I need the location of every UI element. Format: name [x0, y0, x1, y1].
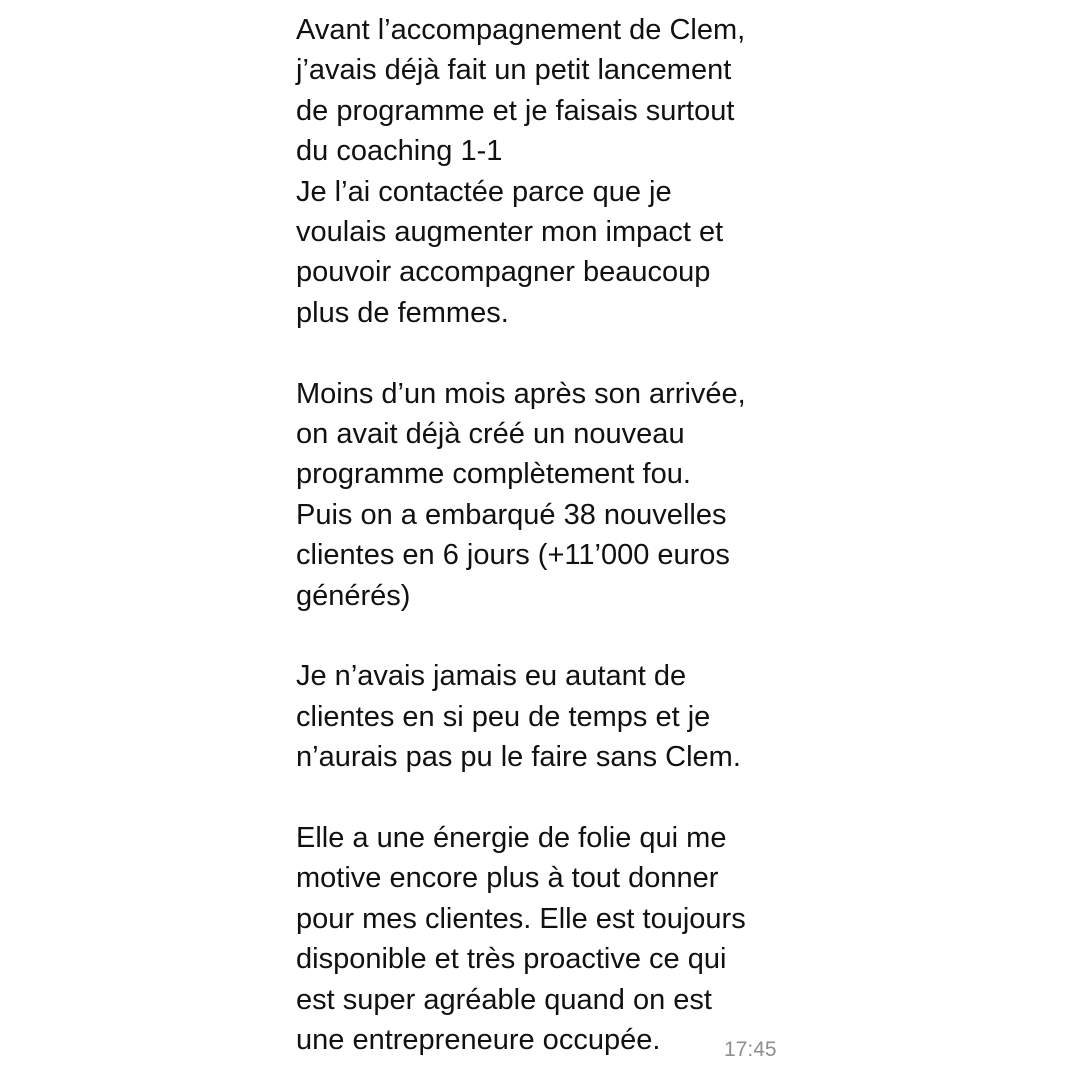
message-line: du coaching 1-1: [296, 135, 503, 168]
message-line: motive encore plus à tout donner: [296, 862, 719, 895]
message-line: disponible et très proactive ce qui: [296, 943, 727, 976]
message-blank-line: [296, 333, 796, 373]
message-line: générés): [296, 579, 411, 612]
message-line: Elle a une énergie de folie qui me: [296, 822, 727, 855]
message-line: est super agréable quand on est: [296, 983, 712, 1016]
message-line: plus de femmes.: [296, 296, 509, 329]
message-line: Je l’ai contactée parce que je: [296, 175, 672, 208]
message-blank-line: [296, 616, 796, 656]
message-line: Puis on a embarqué 38 nouvelles: [296, 498, 727, 531]
message-line: Je n’avais jamais eu autant de: [296, 660, 687, 693]
message-line: j’avais déjà fait un petit lancement: [296, 54, 732, 87]
message-line: pouvoir accompagner beaucoup: [296, 256, 711, 289]
message-line: pour mes clientes. Elle est toujours: [296, 902, 746, 935]
message-line: Avant l’accompagnement de Clem,: [296, 14, 746, 46]
message-line: de programme et je faisais surtout: [296, 94, 735, 127]
message-line: clientes en 6 jours (+11’000 euros: [296, 539, 730, 572]
message-line: une entrepreneure occupée.: [296, 1024, 661, 1057]
message-bubble: [296, 10, 796, 1061]
message-line: n’aurais pas pu le faire sans Clem.: [296, 741, 741, 774]
message-timestamp: 17:45: [724, 1038, 777, 1061]
message-line: Moins d’un mois après son arrivée,: [296, 377, 746, 410]
message-blank-line: [296, 778, 796, 818]
message-line: programme complètement fou.: [296, 458, 691, 491]
message-line: clientes en si peu de temps et je: [296, 700, 711, 733]
message-line: on avait déjà créé un nouveau: [296, 418, 685, 451]
message-line: voulais augmenter mon impact et: [296, 216, 724, 249]
